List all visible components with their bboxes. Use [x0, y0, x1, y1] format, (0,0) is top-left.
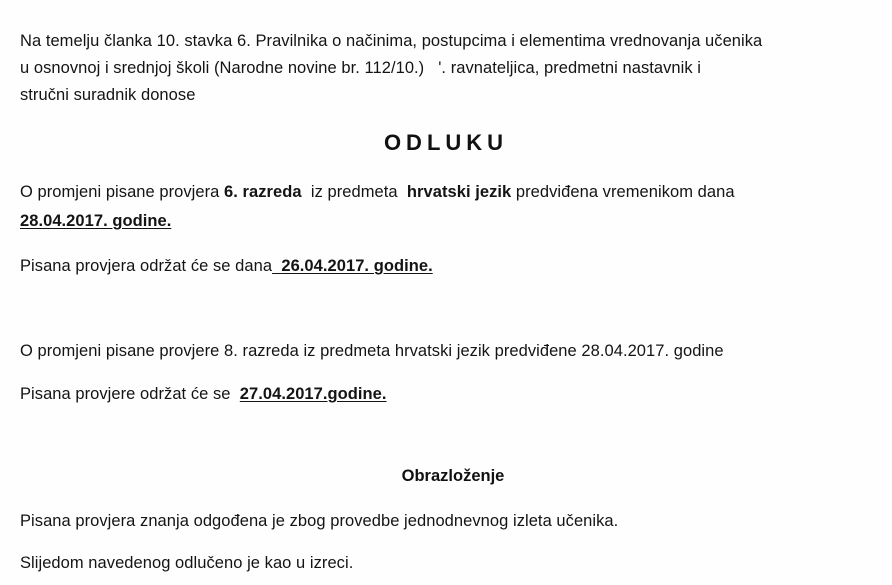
decision-1-line-1 — [20, 181, 735, 203]
decision-2-line-1: O promjeni pisane provjere 8. razreda iz predmeta hrvatski jezik predviđene 28.04.2017. godine — [20, 342, 724, 360]
intro-line-2 — [20, 57, 701, 79]
decision-2-new-text: Pisana provjere održat će se — [20, 385, 231, 403]
decision-1-text-b: iz predmeta — [310, 183, 398, 201]
decision-1-new-text: Pisana provjera održat će se dana — [20, 257, 273, 275]
decision-2-new-date: 27.04.2017.godine. — [239, 385, 387, 403]
decision-1-line-3 — [20, 255, 433, 277]
rationale-line-1: Pisana provjera znanja odgođena je zbog provedbe jednodnevnog izleta učenika. — [20, 512, 619, 530]
decision-1-original-date: 28.04.2017. godine. — [20, 212, 172, 230]
rationale-heading: Obrazloženje — [401, 467, 505, 485]
decision-2-line-2 — [20, 383, 387, 405]
intro-line-2-end: '. ravnateljica, predmetni nastavnik i — [438, 59, 701, 77]
rationale-line-2: Slijedom navedenog odlučeno je kao u izreci. — [20, 554, 354, 572]
document-title: ODLUKU — [383, 130, 509, 155]
decision-1-text-c: predviđena vremenikom dana — [515, 183, 735, 201]
decision-1-subject: hrvatski jezik — [406, 183, 512, 201]
intro-line-1: Na temelju članka 10. stavka 6. Pravilnika o načinima, postupcima i elementima vrednovanja učenika — [20, 32, 763, 50]
decision-1-new-date-value: 26.04.2017. godine. — [281, 257, 433, 275]
decision-1-grade: 6. razreda — [224, 183, 302, 201]
decision-1-new-date — [272, 257, 433, 275]
decision-1-text-a: O promjeni pisane provjera — [20, 183, 220, 201]
decision-1-line-2 — [20, 210, 171, 232]
intro-line-2-start: u osnovnoj i srednjoj školi (Narodne novine br. 112/10.) — [20, 59, 425, 77]
intro-line-3: stručni suradnik donose — [20, 86, 196, 104]
